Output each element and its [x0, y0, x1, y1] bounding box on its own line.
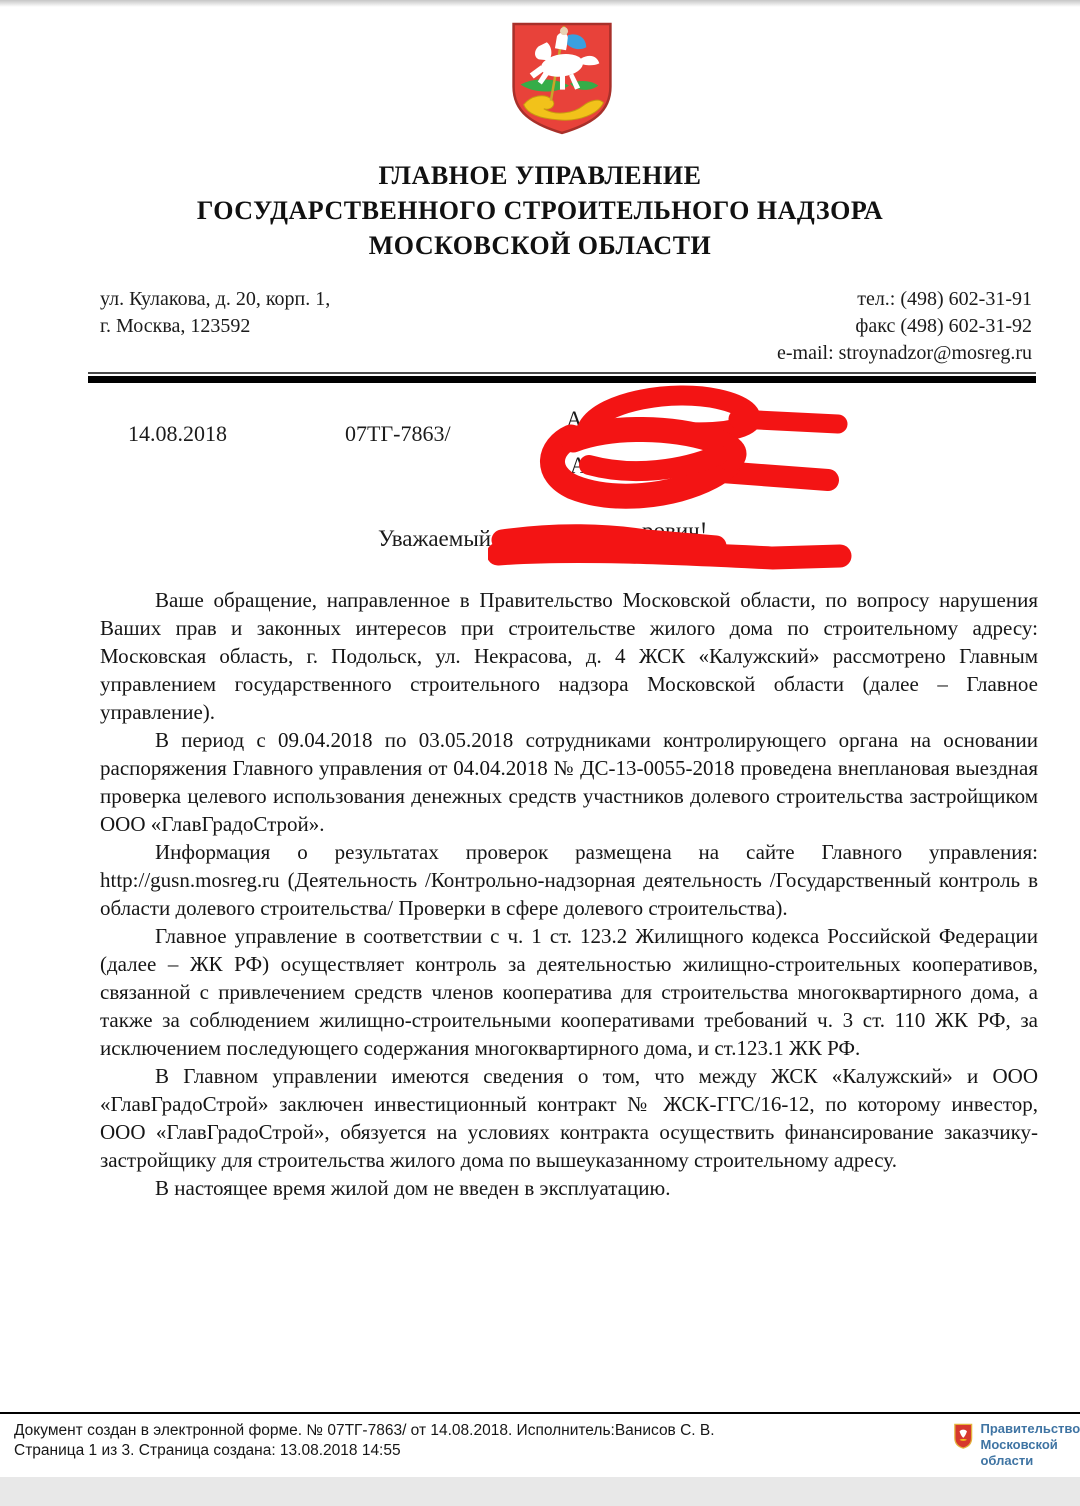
addressee-fragment-line1: А — [566, 407, 583, 432]
email-line: e-mail: stroynadzor@mosreg.ru — [776, 342, 1032, 364]
body-paragraph-2: В период с 09.04.2018 по 03.05.2018 сотрудниками контролирующего органа на основании распоряжения Главного управления от 04.04.2018 № ДС-13-0055-2018 проведена внеплановая выездная проверка целевого использования денежных средств участников долевого строительства застройщиком ООО «ГлавГрадоСтрой». — [100, 728, 1038, 836]
government-logo — [953, 1419, 1080, 1469]
phone-line: тел.: (498) 602-31-91 — [857, 288, 1032, 310]
body-paragraph-5: В Главном управлении имеются сведения о том, что между ЖСК «Калужский» и ООО «ГлавГрадоСтрой» заключен инвестиционный контракт № ЖСК-ГГС/16-12, по которому инвестор, ООО «ГлавГрадоСтрой», обязуется на условиях контракта осуществить финансирование заказчику-застройщику для строительства жилого дома по вышеуказанному строительному адресу. — [100, 1064, 1038, 1172]
government-logo-line1: Правительство — [980, 1421, 1080, 1436]
redaction-scribble-name — [488, 516, 863, 571]
body-paragraph-4: Главное управление в соответствии с ч. 1 ст. 123.2 Жилищного кодекса Российской Федерации (далее – ЖК РФ) осуществляет контроль за деятельностью жилищно-строительных кооперативов, связанной с привлечением средств членов кооператива для строительства многоквартирного дома, а также за соблюдением жилищно-строительными кооперативами требований ч. 3 ст. 110 ЖК РФ, за исключением последующего содержания многоквартирного дома, и ст.123.1 ЖК РФ. — [100, 924, 1038, 1060]
address-line2: г. Москва, 123592 — [100, 315, 251, 337]
bottom-gray-strip — [0, 1477, 1080, 1506]
address-line1: ул. Кулакова, д. 20, корп. 1, — [100, 288, 331, 310]
org-title-line1: ГЛАВНОЕ УПРАВЛЕНИЕ — [378, 161, 702, 190]
footer-divider — [0, 1412, 1080, 1414]
moscow-oblast-emblem-icon — [506, 20, 618, 136]
footer-meta-line2: Страница 1 из 3. Страница создана: 13.08.2018 14:55 — [14, 1442, 401, 1459]
letter-number: 07ТГ-7863/ — [345, 421, 451, 446]
body-paragraph-1: Ваше обращение, направленное в Правительство Московской области, по вопросу нарушения Ваших прав и законных интересов при строительстве жилого дома по строительному адресу: Московская область, г. Подольск, ул. Некрасова, д. 4 ЖСК «Калужский» рассмотрено Главным управлением государственного строительного надзора Московской области (далее – Главное управление). — [100, 588, 1038, 724]
salutation-row — [0, 512, 1080, 570]
reference-row — [0, 385, 1080, 520]
salutation-name-fragment: рович! — [642, 518, 708, 543]
org-title-line2: ГОСУДАРСТВЕННОГО СТРОИТЕЛЬНОГО НАДЗОРА — [196, 196, 884, 225]
body-paragraph-3: Информация о результатах проверок размещена на сайте Главного управления: http://gusn.mosreg.ru (Деятельность /Контрольно-надзорная деятельность /Государственный контроль в области долевого строительства/ Проверки в сфере долевого строительства). — [100, 840, 1038, 920]
letter-body — [100, 586, 1038, 1202]
footer-meta-line1: Документ создан в электронной форме. № 07ТГ-7863/ от 14.08.2018. Исполнитель:Ванисов С. В. — [14, 1422, 715, 1439]
page-top-shadow — [0, 0, 1080, 7]
salutation-prefix: Уважаемый — [378, 526, 492, 551]
phone-email-block — [777, 286, 1032, 367]
letter-date: 14.08.2018 — [128, 421, 227, 446]
footer-meta — [14, 1421, 914, 1461]
body-paragraph-6: В настоящее время жилой дом не введен в эксплуатацию. — [155, 1176, 671, 1200]
redaction-scribble-addressee — [533, 385, 863, 510]
org-title — [0, 158, 1080, 263]
government-logo-line2: Московской области — [980, 1437, 1058, 1468]
postal-address — [100, 286, 330, 367]
government-logo-text — [980, 1419, 1080, 1469]
fax-line: факс (498) 602-31-92 — [855, 315, 1032, 337]
letterhead-divider — [88, 372, 1036, 383]
addressee-fragment-line2: А — [570, 453, 587, 478]
org-title-line3: МОСКОВСКОЙ ОБЛАСТИ — [368, 231, 712, 260]
government-logo-shield-icon — [953, 1419, 973, 1453]
contacts-block — [100, 286, 1032, 367]
